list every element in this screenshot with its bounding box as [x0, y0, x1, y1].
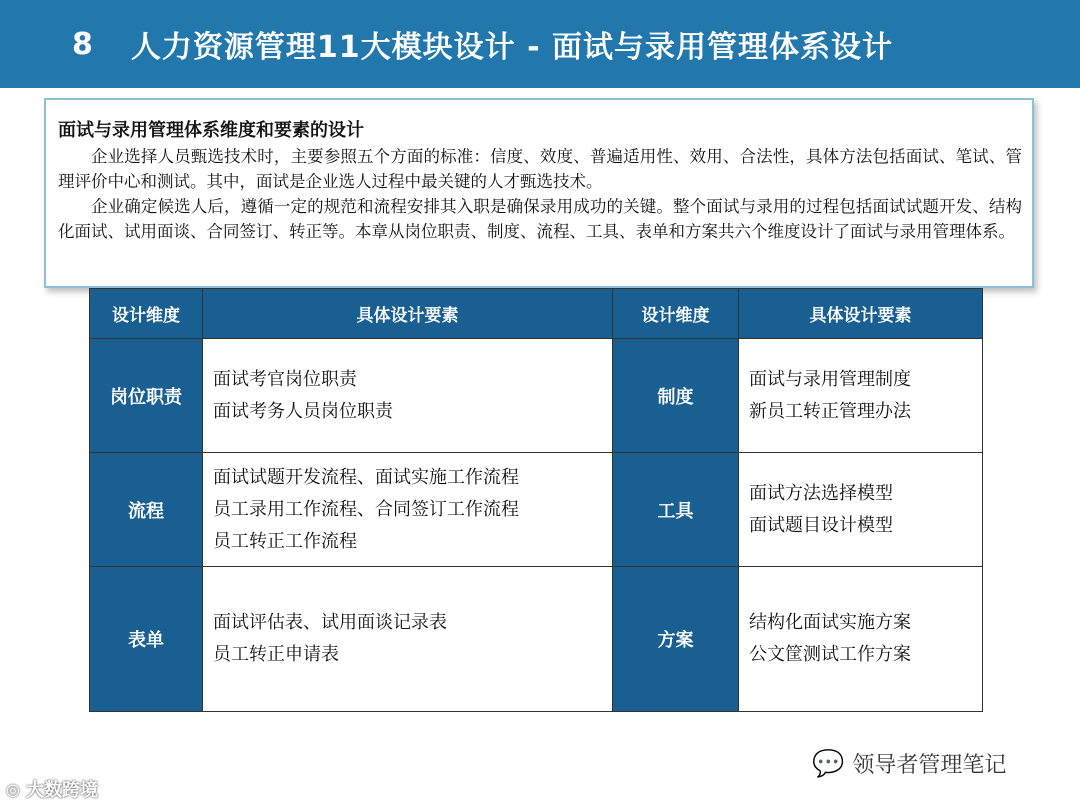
intro-paragraph-2: 企业确定候选人后，遵循一定的规范和流程安排其入职是确保录用成功的关键。整个面试与录用的过程包括面试试题开发、结构化面试、试用面谈、合同签订、转正等。本章从岗位职责、制度、流程、工具、表单和方案共六个维度设计了面试与录用管理体系。 — [58, 197, 1022, 241]
element-item: 结构化面试实施方案 — [749, 612, 911, 633]
elements-cell — [739, 453, 983, 567]
design-table — [89, 288, 983, 712]
element-item: 面试方法选择模型 — [749, 482, 893, 504]
dimension-cell: 岗位职责 — [90, 339, 203, 453]
header-dimension-left: 设计维度 — [90, 289, 203, 339]
dimension-cell: 方案 — [613, 567, 739, 712]
table-row — [90, 339, 983, 453]
elements-cell — [739, 567, 983, 712]
wechat-icon: 💬 — [812, 748, 845, 779]
dimension-cell: 表单 — [90, 567, 203, 712]
table-row — [90, 453, 983, 567]
element-item: 面试与录用管理制度 — [749, 368, 911, 390]
element-item: 面试考务人员岗位职责 — [213, 400, 393, 422]
dimension-cell: 流程 — [90, 453, 203, 567]
header-elements-right: 具体设计要素 — [739, 289, 983, 339]
elements-cell — [203, 453, 613, 567]
corner-watermark-text: 大数跨境 — [25, 780, 98, 801]
element-item: 面试评估表、试用面谈记录表 — [213, 612, 447, 633]
element-item: 员工转正工作流程 — [213, 530, 357, 552]
elements-cell — [739, 339, 983, 453]
logo-icon: ◎ — [6, 779, 20, 799]
element-item: 新员工转正管理办法 — [749, 400, 911, 422]
elements-cell — [203, 339, 613, 453]
table-header-row — [90, 289, 983, 339]
header-elements-left: 具体设计要素 — [203, 289, 613, 339]
wechat-watermark — [812, 748, 1006, 779]
corner-watermark — [6, 776, 98, 802]
elements-cell — [203, 567, 613, 712]
intro-box — [44, 98, 1034, 288]
table-row — [90, 567, 983, 712]
element-item: 面试试题开发流程、面试实施工作流程 — [213, 466, 519, 488]
element-item: 员工转正申请表 — [213, 644, 339, 665]
element-item: 员工录用工作流程、合同签订工作流程 — [213, 498, 519, 520]
title-bar — [0, 0, 1080, 88]
element-item: 面试考官岗位职责 — [213, 368, 357, 390]
element-item: 公文筐测试工作方案 — [749, 644, 911, 665]
page-title: 人力资源管理11大模块设计 - 面试与录用管理体系设计 — [130, 30, 893, 65]
dimension-cell: 工具 — [613, 453, 739, 567]
element-item: 面试题目设计模型 — [749, 514, 893, 536]
dimension-cell: 制度 — [613, 339, 739, 453]
wechat-account-name: 领导者管理笔记 — [852, 753, 1007, 778]
intro-paragraph-1: 企业选择人员甄选技术时，主要参照五个方面的标准：信度、效度、普遍适用性、效用、合法性，具体方法包括面试、笔试、管理评价中心和测试。其中，面试是企业选人过程中最关键的人才甄选技术。 — [58, 147, 1022, 191]
header-dimension-right: 设计维度 — [613, 289, 739, 339]
intro-heading: 面试与录用管理体系维度和要素的设计 — [58, 120, 364, 141]
section-number: 8 — [72, 26, 93, 62]
